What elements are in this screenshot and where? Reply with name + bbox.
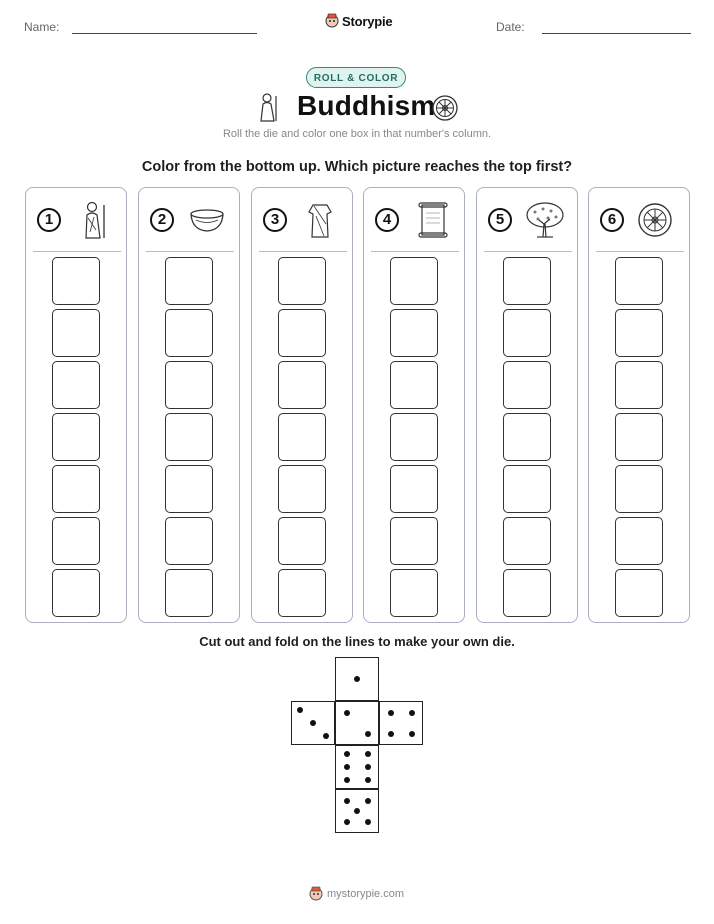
color-box[interactable] xyxy=(390,309,438,357)
die-face-top xyxy=(335,657,379,701)
column-4 xyxy=(363,187,465,623)
column-number: 4 xyxy=(375,208,399,232)
name-line[interactable] xyxy=(72,33,257,34)
monk-icon xyxy=(72,200,116,240)
bodhi-tree-icon xyxy=(523,200,567,240)
storypie-mascot-icon xyxy=(325,13,339,29)
die-pip xyxy=(365,764,371,770)
column-divider xyxy=(33,251,121,252)
dharma-wheel-icon xyxy=(635,200,679,240)
column-1 xyxy=(25,187,127,623)
die-pip xyxy=(365,777,371,783)
die-pip xyxy=(344,764,350,770)
color-box[interactable] xyxy=(165,569,213,617)
color-box[interactable] xyxy=(52,361,100,409)
color-box[interactable] xyxy=(278,257,326,305)
color-box[interactable] xyxy=(52,257,100,305)
color-box[interactable] xyxy=(165,517,213,565)
die-pip xyxy=(344,819,350,825)
color-box[interactable] xyxy=(390,257,438,305)
die-face-right xyxy=(379,701,423,745)
storypie-mascot-icon xyxy=(309,886,323,902)
color-box[interactable] xyxy=(278,517,326,565)
color-box[interactable] xyxy=(615,413,663,461)
die-pip xyxy=(344,798,350,804)
column-divider xyxy=(596,251,684,252)
die-face-bottom xyxy=(335,789,379,833)
die-pip xyxy=(409,710,415,716)
die-face-lower xyxy=(335,745,379,789)
color-box[interactable] xyxy=(165,309,213,357)
die-pip xyxy=(323,733,329,739)
die-face-left xyxy=(291,701,335,745)
column-divider xyxy=(146,251,234,252)
color-box[interactable] xyxy=(390,361,438,409)
color-box[interactable] xyxy=(390,517,438,565)
monk-icon xyxy=(256,92,280,122)
die-pip xyxy=(310,720,316,726)
column-number: 5 xyxy=(488,208,512,232)
column-number: 2 xyxy=(150,208,174,232)
die-instruction: Cut out and fold on the lines to make your own die. xyxy=(199,634,515,649)
column-number: 1 xyxy=(37,208,61,232)
color-box[interactable] xyxy=(278,309,326,357)
color-box[interactable] xyxy=(52,569,100,617)
die-pip xyxy=(365,819,371,825)
color-box[interactable] xyxy=(503,465,551,513)
color-box[interactable] xyxy=(52,465,100,513)
die-face-center xyxy=(335,701,379,745)
column-5 xyxy=(476,187,578,623)
column-divider xyxy=(484,251,572,252)
column-3 xyxy=(251,187,353,623)
color-box[interactable] xyxy=(278,413,326,461)
instruction: Color from the bottom up. Which picture reaches the top first? xyxy=(141,159,573,175)
color-box[interactable] xyxy=(165,413,213,461)
subtitle: Roll the die and color one box in that number's column. xyxy=(222,128,492,140)
die-pip xyxy=(354,808,360,814)
date-label: Date: xyxy=(496,20,525,34)
die-pip xyxy=(344,777,350,783)
color-box[interactable] xyxy=(615,569,663,617)
brand-logo xyxy=(325,13,392,29)
color-box[interactable] xyxy=(390,413,438,461)
column-number: 3 xyxy=(263,208,287,232)
color-box[interactable] xyxy=(615,257,663,305)
die-pip xyxy=(409,731,415,737)
die-pip xyxy=(388,731,394,737)
die-pip xyxy=(365,751,371,757)
column-6 xyxy=(588,187,690,623)
column-2 xyxy=(138,187,240,623)
scroll-icon xyxy=(410,200,454,240)
color-box[interactable] xyxy=(52,413,100,461)
die-pip xyxy=(365,731,371,737)
column-number: 6 xyxy=(600,208,624,232)
alms-bowl-icon xyxy=(185,200,229,240)
color-box[interactable] xyxy=(278,361,326,409)
die-pip xyxy=(344,710,350,716)
die-pip xyxy=(354,676,360,682)
color-box[interactable] xyxy=(615,517,663,565)
color-box[interactable] xyxy=(165,257,213,305)
color-box[interactable] xyxy=(390,465,438,513)
footer-url: mystorypie.com xyxy=(327,888,405,900)
page-title: Buddhism xyxy=(297,90,436,121)
footer xyxy=(309,886,404,902)
column-divider xyxy=(259,251,347,252)
color-box[interactable] xyxy=(165,361,213,409)
color-box[interactable] xyxy=(615,465,663,513)
color-box[interactable] xyxy=(503,413,551,461)
color-box[interactable] xyxy=(278,569,326,617)
color-box[interactable] xyxy=(615,309,663,357)
color-box[interactable] xyxy=(503,361,551,409)
color-box[interactable] xyxy=(503,257,551,305)
die-pip xyxy=(297,707,303,713)
die-pip xyxy=(344,751,350,757)
color-box[interactable] xyxy=(615,361,663,409)
robe-icon xyxy=(298,200,342,240)
dharma-wheel-icon xyxy=(431,94,459,122)
brand-name: Storypie xyxy=(342,13,393,29)
color-box[interactable] xyxy=(278,465,326,513)
color-box[interactable] xyxy=(390,569,438,617)
column-divider xyxy=(371,251,459,252)
color-box[interactable] xyxy=(503,517,551,565)
color-box[interactable] xyxy=(52,517,100,565)
die-pip xyxy=(388,710,394,716)
color-box[interactable] xyxy=(503,569,551,617)
activity-badge: ROLL & COLOR xyxy=(306,67,406,88)
color-box[interactable] xyxy=(503,309,551,357)
color-box[interactable] xyxy=(165,465,213,513)
date-line[interactable] xyxy=(542,33,691,34)
die-pip xyxy=(365,798,371,804)
color-box[interactable] xyxy=(52,309,100,357)
name-label: Name: xyxy=(24,20,60,34)
